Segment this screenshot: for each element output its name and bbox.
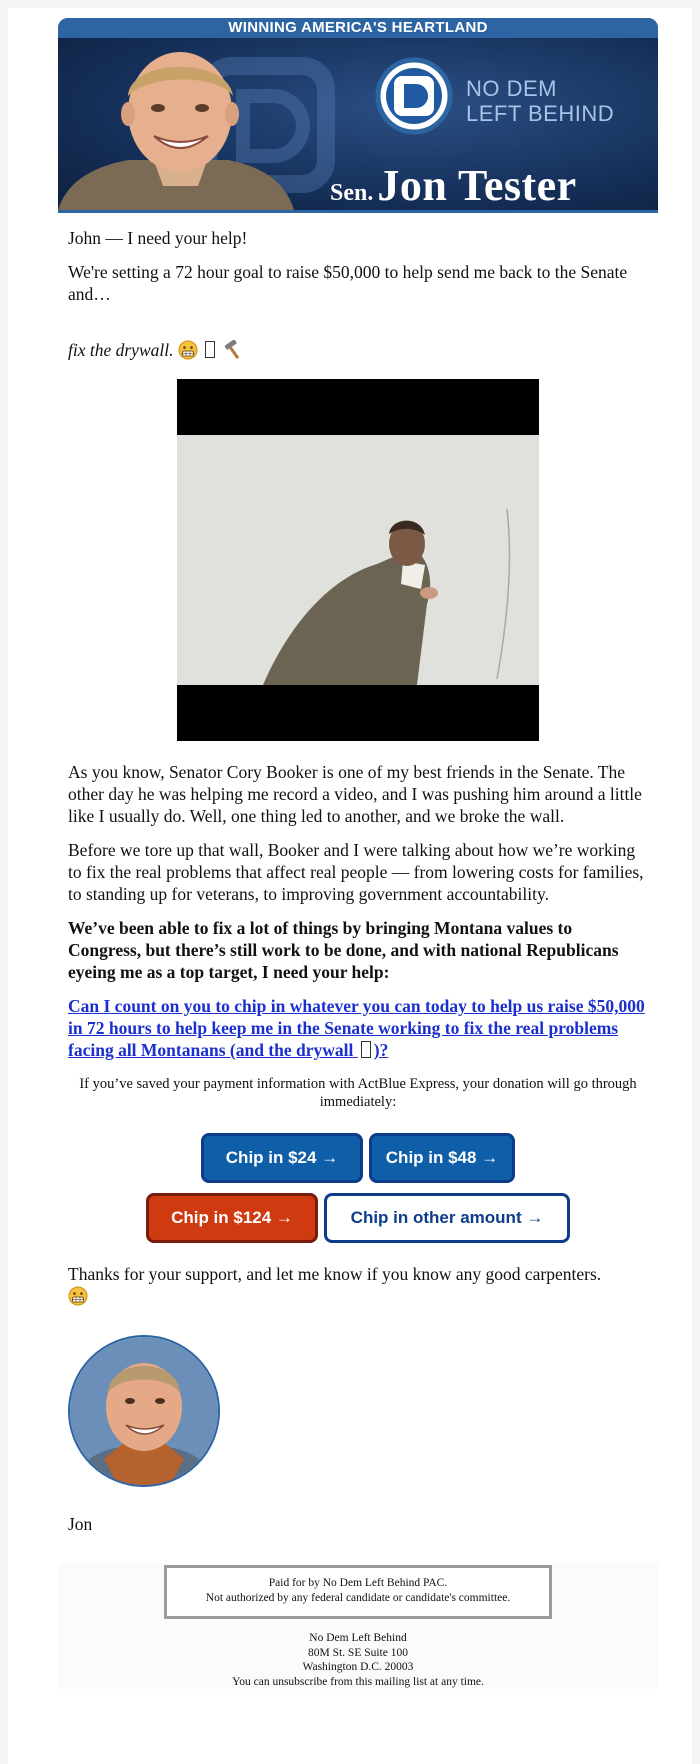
email-container — [58, 18, 658, 1689]
senator-full-name: Jon Tester — [377, 161, 577, 210]
disclaimer-box — [164, 1565, 552, 1619]
senator-portrait — [58, 52, 294, 210]
brand-line-1: NO DEM — [466, 76, 557, 101]
missing-glyph-icon — [205, 341, 215, 358]
cta-paragraph — [68, 995, 648, 1061]
email-frame — [8, 8, 692, 1764]
senator-avatar — [68, 1335, 220, 1487]
email-body — [58, 227, 658, 1535]
donate-row-2 — [68, 1193, 648, 1243]
punchline-line — [68, 339, 648, 361]
greeting: John — I need your help! — [68, 228, 248, 248]
header-banner — [58, 18, 658, 213]
grimacing-face-icon — [68, 1286, 88, 1306]
thanks-text: Thanks for your support, and let me know if you know any good carpenters. — [68, 1264, 602, 1284]
booker-paragraph: As you know, Senator Cory Booker is one of my best friends in the Senate. The other day he was helping me record a video, and I was pushing him around a little like I usually do. Well, one thing led to another, and we broke the wall. — [68, 762, 642, 826]
cta-donate-link[interactable] — [68, 996, 645, 1060]
punchline: fix the drywall. — [68, 340, 174, 360]
donate-row-1 — [68, 1133, 648, 1183]
chip-in-24-button[interactable]: Chip in $24 → — [201, 1133, 363, 1183]
header-art — [58, 38, 658, 210]
org-name: No Dem Left Behind — [309, 1632, 407, 1644]
grimacing-face-icon — [178, 340, 198, 360]
actblue-express-note: If you’ve saved your payment information with ActBlue Express, your donation will go through immediately: — [79, 1076, 637, 1110]
paid-for-text: Paid for by No Dem Left Behind PAC. — [268, 1577, 448, 1589]
chip-in-124-button[interactable]: Chip in $124 → — [146, 1193, 318, 1243]
thanks-paragraph — [68, 1263, 648, 1307]
city-address: Washington D.C. 20003 — [302, 1661, 414, 1673]
cta-link-text[interactable]: Can I count on you to chip in whatever you can today to help us raise $50,000 in 72 hours to help keep me in the Senate working to fix the real problems facing all Montanans (and the drywall — [68, 996, 645, 1060]
senator-prefix: Sen. — [330, 180, 374, 206]
not-authorized-text: Not authorized by any federal candidate or candidate's committee. — [205, 1592, 511, 1604]
chip-in-other-button[interactable]: Chip in other amount → — [324, 1193, 570, 1243]
footer — [58, 1563, 658, 1689]
montana-values-paragraph: We’ve been able to fix a lot of things by bringing Montana values to Congress, but there’s still work to be done, and with national Republicans eyeing me as a top target, I need your help: — [68, 918, 619, 982]
mailing-address — [58, 1631, 658, 1689]
brand-name — [466, 76, 614, 126]
signoff: Jon — [68, 1514, 93, 1534]
hammer-icon — [223, 340, 243, 360]
unsubscribe-text[interactable]: You can unsubscribe from this mailing list at any time. — [232, 1675, 484, 1688]
missing-glyph-icon — [361, 1041, 371, 1058]
goal-paragraph: We're setting a 72 hour goal to raise $50,000 to help send me back to the Senate and… — [68, 262, 628, 304]
brand-line-2: LEFT BEHIND — [466, 101, 615, 126]
chip-in-48-button[interactable]: Chip in $48 → — [369, 1133, 515, 1183]
senator-name — [330, 160, 577, 211]
booker-video[interactable] — [177, 379, 539, 741]
cta-link-end[interactable]: )? — [373, 1040, 389, 1060]
brand-logo-icon — [378, 60, 450, 132]
header-strip: WINNING AMERICA'S HEARTLAND — [58, 18, 658, 38]
problems-paragraph: Before we tore up that wall, Booker and I were talking about how we’re working to fix the real problems that affect real people — from lowering costs for families, to standing up for veterans, to improving government accountability. — [68, 840, 644, 904]
street-address: 80M St. SE Suite 100 — [307, 1646, 408, 1659]
